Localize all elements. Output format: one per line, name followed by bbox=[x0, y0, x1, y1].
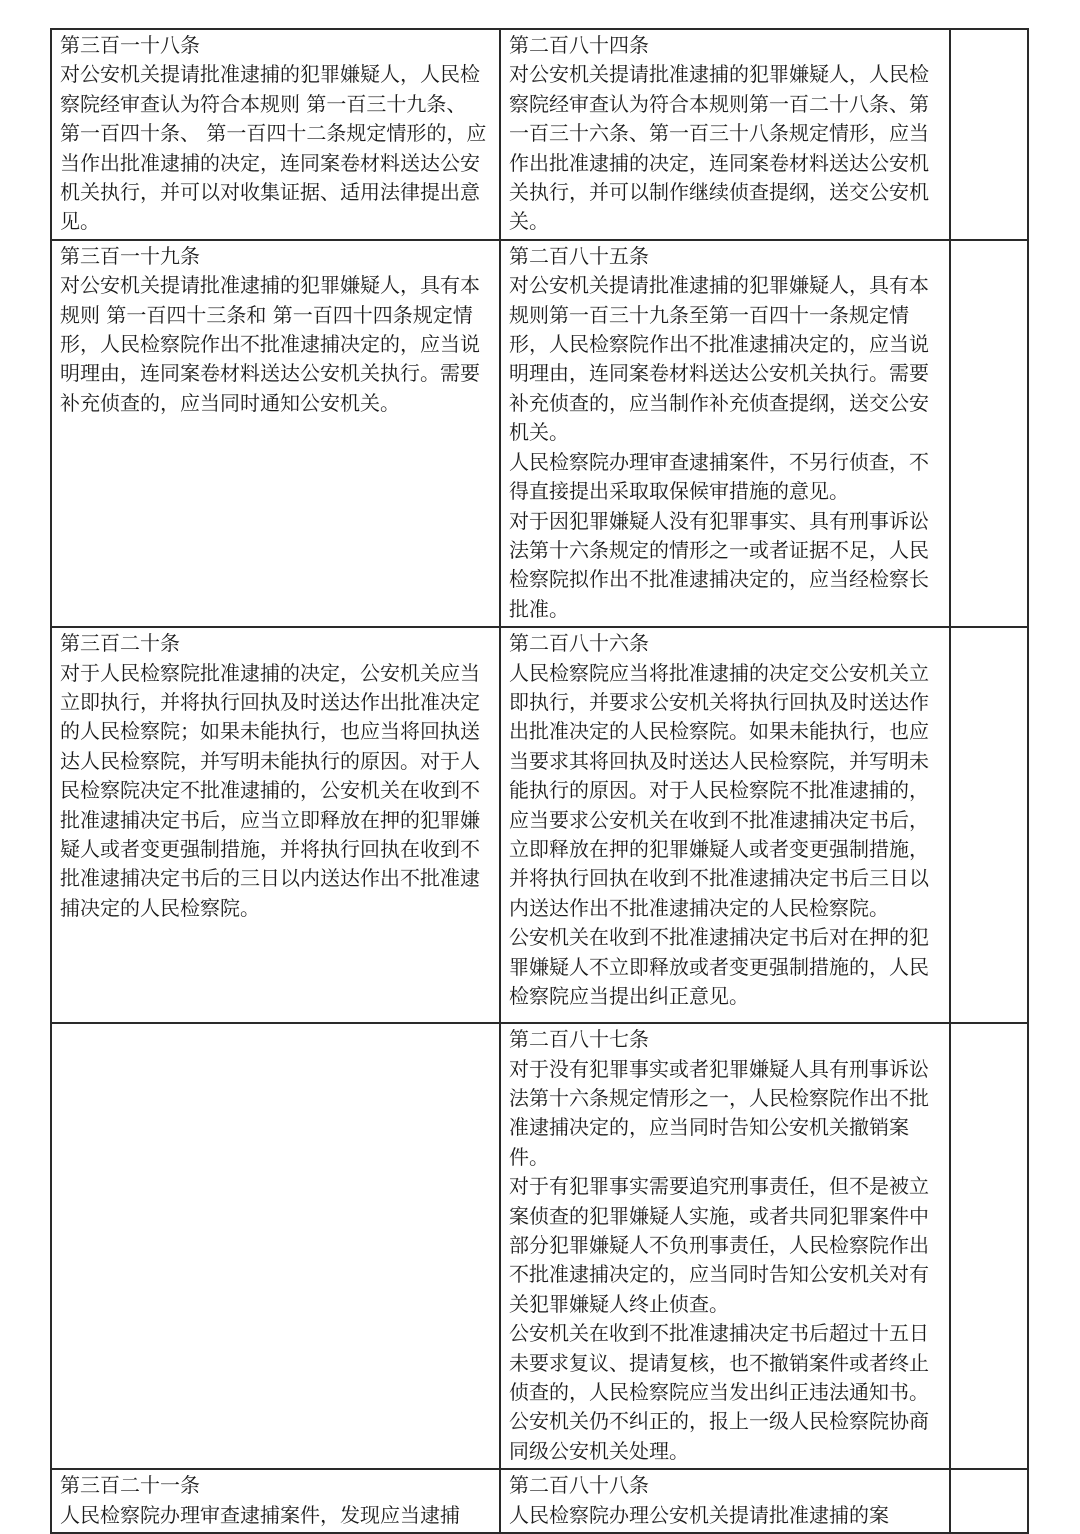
article-paragraph: 对公安机关提请批准逮捕的犯罪嫌疑人，具有本规则第一百三十九条至第一百四十一条规定情形，人民检察院作出不批准逮捕决定的，应当说明理由，连同案卷材料送达公安机关执行。需要补充侦查的，应当制作补充侦查提纲，送交公安机关。 bbox=[509, 273, 929, 445]
article-title: 第三百一十八条 bbox=[60, 33, 200, 57]
notes-cell bbox=[950, 1469, 1028, 1533]
notes-cell bbox=[950, 240, 1028, 627]
notes-cell bbox=[950, 29, 1028, 240]
old-article-cell bbox=[51, 627, 500, 1023]
old-article-cell bbox=[51, 1469, 500, 1533]
notes-cell bbox=[950, 627, 1028, 1023]
article-paragraph: 公安机关在收到不批准逮捕决定书后超过十五日未要求复议、提请复核，也不撤销案件或者终止侦查的，人民检察院应当发出纠正违法通知书。公安机关仍不纠正的，报上一级人民检察院协商同级公安机关处理。 bbox=[509, 1321, 929, 1463]
comparison-table bbox=[50, 28, 1029, 1534]
article-paragraph: 对于有犯罪事实需要追究刑事责任，但不是被立案侦查的犯罪嫌疑人实施，或者共同犯罪案件中部分犯罪嫌疑人不负刑事责任，人民检察院作出不批准逮捕决定的，应当同时告知公安机关对有关犯罪嫌疑人终止侦查。 bbox=[509, 1174, 929, 1316]
article-paragraph: 对于因犯罪嫌疑人没有犯罪事实、具有刑事诉讼法第十六条规定的情形之一或者证据不足，人民检察院拟作出不批准逮捕决定的，应当经检察长批准。 bbox=[509, 508, 929, 621]
article-title: 第二百八十七条 bbox=[509, 1027, 649, 1052]
article-paragraph: 公安机关在收到不批准逮捕决定书后对在押的犯罪嫌疑人不立即释放或者变更强制措施的，人民检察院应当提出纠正意见。 bbox=[509, 925, 929, 1008]
article-title: 第二百八十五条 bbox=[509, 243, 649, 268]
old-article-cell bbox=[51, 240, 500, 627]
article-paragraph: 人民检察院应当将批准逮捕的决定交公安机关立即执行，并要求公安机关将执行回执及时送达作出批准决定的人民检察院。如果未能执行，也应当要求其将回执及时送达人民检察院，并写明未能执行的原因。对于人民检察院不批准逮捕的，应当要求公安机关在收到不批准逮捕决定书后，立即释放在押的犯罪嫌疑人或者变更强制措施，并将执行回执在收到不批准逮捕决定书后三日以内送达作出不批准逮捕决定的人民检察院。 bbox=[509, 660, 929, 920]
table-row bbox=[51, 627, 1028, 1023]
article-paragraph: 对公安机关提请批准逮捕的犯罪嫌疑人，具有本规则 第一百四十三条和 第一百四十四条规定情形，人民检察院作出不批准逮捕决定的，应当说明理由，连同案卷材料送达公安机关执行。需要补充侦查的，应当同时通知公安机关。 bbox=[60, 273, 480, 415]
article-title: 第三百二十一条 bbox=[60, 1473, 200, 1498]
article-paragraph: 人民检察院办理公安机关提请批准逮捕的案 bbox=[509, 1502, 889, 1527]
article-title: 第三百二十条 bbox=[60, 631, 180, 656]
notes-cell bbox=[950, 1023, 1028, 1469]
table-row bbox=[51, 29, 1028, 240]
table-row bbox=[51, 1469, 1028, 1533]
old-article-cell bbox=[51, 29, 500, 240]
new-article-cell bbox=[500, 1469, 950, 1533]
article-paragraph: 人民检察院办理审查逮捕案件，发现应当逮捕 bbox=[60, 1502, 460, 1527]
table-row bbox=[51, 240, 1028, 627]
article-title: 第二百八十四条 bbox=[509, 33, 649, 57]
new-article-cell bbox=[500, 1023, 950, 1469]
article-paragraph: 对于人民检察院批准逮捕的决定，公安机关应当立即执行，并将执行回执及时送达作出批准决定的人民检察院；如果未能执行，也应当将回执送达人民检察院，并写明未能执行的原因。对于人民检察院决定不批准逮捕的，公安机关在收到不批准逮捕决定书后，应当立即释放在押的犯罪嫌疑人或者变更强制措施，并将执行回执在收到不批准逮捕决定书后的三日以内送达作出不批准逮捕决定的人民检察院。 bbox=[60, 660, 480, 920]
article-title: 第三百一十九条 bbox=[60, 243, 200, 268]
new-article-cell bbox=[500, 240, 950, 627]
article-paragraph: 人民检察院办理审查逮捕案件，不另行侦查，不得直接提出采取取保候审措施的意见。 bbox=[509, 449, 929, 504]
article-paragraph: 对公安机关提请批准逮捕的犯罪嫌疑人，人民检察院经审查认为符合本规则第一百二十八条、第一百三十六条、第一百三十八条规定情形，应当作出批准逮捕的决定，连同案卷材料送达公安机关执行，并可以制作继续侦查提纲，送交公安机关。 bbox=[509, 62, 929, 234]
old-article-cell-empty bbox=[51, 1023, 500, 1469]
new-article-cell bbox=[500, 29, 950, 240]
article-paragraph: 对于没有犯罪事实或者犯罪嫌疑人具有刑事诉讼法第十六条规定情形之一，人民检察院作出不批准逮捕决定的，应当同时告知公安机关撤销案件。 bbox=[509, 1056, 929, 1169]
article-title: 第二百八十六条 bbox=[509, 631, 649, 656]
article-title: 第二百八十八条 bbox=[509, 1473, 649, 1498]
new-article-cell bbox=[500, 627, 950, 1023]
table-row bbox=[51, 1023, 1028, 1469]
article-paragraph: 对公安机关提请批准逮捕的犯罪嫌疑人，人民检察院经审查认为符合本规则 第一百三十九条、 第一百四十条、 第一百四十二条规定情形的，应当作出批准逮捕的决定，连同案卷材料送达公安机关执行，并可以对收集证据、适用法律提出意见。 bbox=[60, 62, 487, 234]
